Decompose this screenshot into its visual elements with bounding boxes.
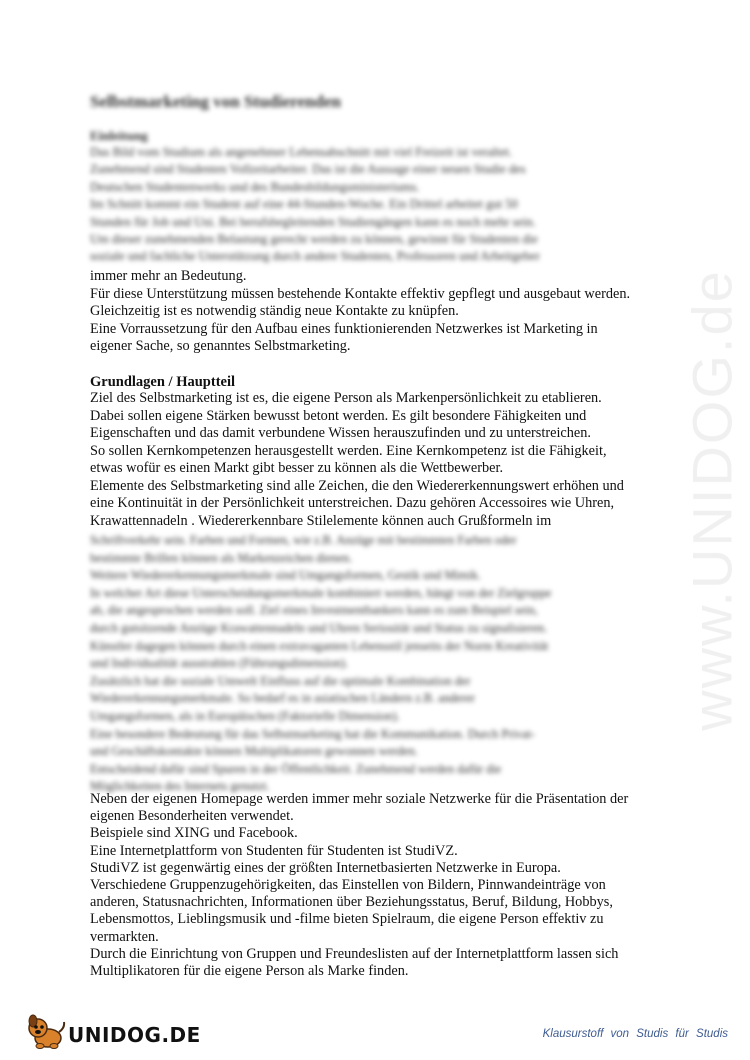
text-line: In welcher Art diese Unterscheidungsmerkmale kombiniert werden, hängt von der Zielgruppe: [90, 585, 552, 600]
text-line: vermarkten.: [90, 928, 159, 945]
text-line: bestimmte Brillen können als Markenzeichen dienen.: [90, 550, 353, 565]
logo-text: UNIDOG.DE: [68, 1022, 201, 1047]
text-line: Lebensmottos, Lieblingsmusik und -filme bieten Spielraum, die eigene Person effektiv zu: [90, 911, 604, 928]
text-line: eigenen Besonderheiten verwendet.: [90, 808, 294, 825]
text-line: Zusätzlich hat die soziale Umwelt Einfluss auf die optimale Kombination der: [90, 673, 471, 688]
text-line: Wiedererkennungsmerkmale. So bedarf es in asiatischen Ländern z.B. anderer: [90, 691, 475, 706]
intro-heading: Einleitung: [90, 128, 148, 143]
text-line: Durch die Einrichtung von Gruppen und Freundeslisten auf der Internetplattform lassen sich: [90, 945, 619, 962]
text-line: Möglichkeiten des Internets genutzt.: [90, 779, 270, 794]
text-line: Elemente des Selbstmarketing sind alle Zeichen, die den Wiedererkennungswert erhöhen und: [90, 477, 624, 494]
main-paragraph-1: [90, 390, 710, 530]
main-blurred-paragraph: [90, 532, 650, 796]
text-line: Multiplikatoren für die eigene Person als Marke finden.: [90, 963, 409, 980]
main-paragraph-2: [90, 791, 710, 980]
watermark: www.UNIDOG.de: [680, 269, 744, 731]
text-line: Deutschen Studentenwerks und des Bundesbildungsministeriums.: [90, 179, 420, 194]
unidog-logo[interactable]: [26, 1014, 201, 1055]
text-line: Ziel des Selbstmarketing ist es, die eigene Person als Markenpersönlichkeit zu etablieren.: [90, 390, 602, 406]
text-line: Stunden für Job und Uni. Bei berufsbegleitenden Studiengängen kann es noch mehr sein.: [90, 214, 536, 229]
text-line: durch gutsitzende Anzüge Krawattennadeln und Uhren Seriosität und Status zu signalisieren.: [90, 620, 548, 635]
intro-blurred-paragraph: [90, 144, 630, 266]
text-line: soziale und fachliche Unterstützung durch andere Studenten, Professoren und Arbeitgeber: [90, 249, 540, 264]
text-line: eigener Sache, so genanntes Selbstmarketing.: [90, 338, 351, 354]
text-line: Neben der eigenen Homepage werden immer mehr soziale Netzwerke für die Präsentation der: [90, 791, 629, 807]
text-line: Um dieser zunehmenden Belastung gerecht werden zu können, gewinnt für Studenten die: [90, 232, 538, 247]
text-line: Entscheidend dafür sind Spuren in der Öffentlichkeit. Zunehmend werden dafür die: [90, 761, 502, 776]
text-line: Zunehmend sind Studenten Vollzeitarbeiter. Das ist die Aussage einer neuen Studie des: [90, 162, 526, 177]
text-line: Weitere Wiedererkennungsmerkmale sind Umgangsformen, Gestik und Mimik.: [90, 568, 482, 583]
text-line: und Geschäftskontakte können Multiplikatoren gewonnen werden.: [90, 744, 418, 759]
footer-tagline: Klausurstoff von Studis für Studis: [542, 1028, 728, 1040]
text-line: StudiVZ ist gegenwärtig eines der größten Internetbasierten Netzwerke in Europa.: [90, 859, 561, 876]
text-line: Krawattennadeln . Wiedererkennbare Stilelemente können auch Grußformeln im: [90, 512, 552, 529]
text-line: ab, die angesprochen werden soll. Ziel eines Investmentbankers kann es zum Beispiel sein,: [90, 603, 538, 618]
text-line: Verschiedene Gruppenzugehörigkeiten, das Einstellen von Bildern, Pinnwandeinträge von: [90, 877, 606, 894]
section-heading: Grundlagen / Hauptteil: [90, 374, 236, 390]
text-line: Eine Internetplattform von Studenten für Studenten ist StudiVZ.: [90, 842, 458, 859]
text-line: anderen, Statusnachrichten, Informationen über Beziehungsstatus, Beruf, Bildung, Hobbys,: [90, 894, 613, 911]
text-line: Schriftverkehr sein. Farben und Formen, wie z.B. Anzüge mit bestimmten Farben oder: [90, 533, 517, 547]
text-line: etwas wofür es einen Markt gibt besser zu können als die Wettbewerber.: [90, 460, 504, 476]
document-title: Selbstmarketing von Studierenden: [90, 92, 341, 111]
intro-paragraph: [90, 268, 710, 356]
dog-mascot-icon: [26, 1014, 66, 1055]
text-line: Dabei sollen eigene Stärken bewusst betont werden. Es gilt besondere Fähigkeiten und: [90, 407, 587, 424]
text-line: Beispiele sind XING und Facebook.: [90, 825, 298, 842]
text-line: Umgangsformen, als in Europäischen (Faktorielle Dimension).: [90, 708, 400, 723]
text-line: Künstler dagegen können durch einen extravaganten Lebensstil jenseits der Norm Kreativität: [90, 638, 549, 653]
text-line: So sollen Kernkompetenzen herausgestellt werden. Eine Kernkompetenz ist die Fähigkeit,: [90, 442, 607, 459]
text-line: eine Kontinuität in der Persönlichkeit unterstreichen. Dazu gehören Accessoires wie Uhren,: [90, 495, 615, 511]
text-line: Eine Vorraussetzung für den Aufbau eines funktionierenden Netzwerkes ist Marketing in: [90, 320, 598, 337]
text-line: Das Bild vom Studium als angenehmer Lebensabschnitt mit viel Freizeit ist veraltet.: [90, 145, 513, 159]
text-line: Eine besondere Bedeutung für das Selbstmarketing hat die Kommunikation. Durch Privat-: [90, 726, 535, 741]
text-line: Für diese Unterstützung müssen bestehende Kontakte effektiv gepflegt und ausgebaut werden.: [90, 285, 631, 302]
text-line: Gleichzeitig ist es notwendig ständig neue Kontakte zu knüpfen.: [90, 303, 459, 319]
text-line: immer mehr an Bedeutung.: [90, 268, 247, 284]
text-line: Im Schnitt kommt ein Student auf eine 44-Stunden-Woche. Ein Drittel arbeitet gut 50: [90, 197, 518, 212]
text-line: und Individualität ausstrahlen (Führungsdimension).: [90, 656, 349, 671]
text-line: Eigenschaften und das damit verbundene Wissen herauszufinden und zu unterstreichen.: [90, 425, 591, 441]
